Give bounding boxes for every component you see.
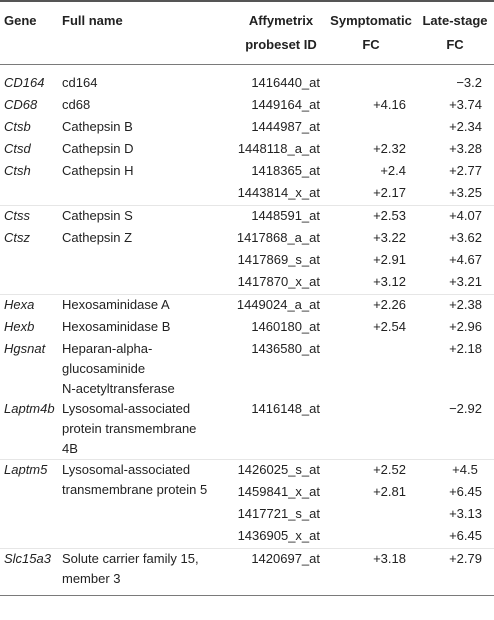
full-name-cell bbox=[58, 183, 224, 206]
table-row bbox=[0, 460, 494, 483]
late-stage-fc-cell: +3.74 bbox=[449, 97, 482, 112]
full-name-cell bbox=[58, 504, 224, 526]
late-stage-fc-cell: −3.2 bbox=[456, 75, 482, 90]
gene-cell: Laptm5 bbox=[0, 460, 58, 483]
full-name-cell bbox=[58, 272, 224, 295]
header-late-stage-fc bbox=[414, 1, 494, 65]
full-name-cell: Cathepsin S bbox=[58, 206, 224, 229]
gene-cell: Hgsnat bbox=[4, 341, 46, 356]
probeset-cell: 1417870_x_at bbox=[237, 274, 320, 289]
full-name-cell: Cathepsin D bbox=[62, 141, 134, 156]
probeset-cell: 1418365_at bbox=[251, 163, 320, 178]
probeset-cell: 1416148_at bbox=[251, 401, 320, 416]
full-name-line: Lysosomal-associated bbox=[62, 462, 191, 477]
full-name-cell: cd164 bbox=[62, 75, 98, 90]
table-row bbox=[0, 526, 494, 549]
header-gene bbox=[0, 1, 58, 65]
late-stage-fc-cell: −2.92 bbox=[449, 401, 482, 416]
gene-cell bbox=[0, 504, 58, 526]
table-row bbox=[0, 95, 494, 117]
gene-cell bbox=[0, 183, 58, 206]
gene-cell: Ctsh bbox=[4, 163, 31, 178]
probeset-cell: 1426025_s_at bbox=[224, 460, 326, 483]
table-row bbox=[0, 339, 494, 399]
probeset-cell: 1449164_at bbox=[251, 97, 320, 112]
full-name-line: Solute carrier family 15, bbox=[62, 551, 199, 566]
symptomatic-fc-cell bbox=[326, 117, 414, 139]
symptomatic-fc-cell: +3.12 bbox=[373, 274, 406, 289]
probeset-cell: 1436580_at bbox=[251, 341, 320, 356]
gene-cell bbox=[0, 482, 58, 504]
table-row bbox=[0, 65, 494, 96]
symptomatic-fc-cell: +2.52 bbox=[326, 460, 414, 483]
full-name-cell: Hexosaminidase B bbox=[62, 319, 171, 334]
probeset-cell: 1459841_x_at bbox=[237, 484, 320, 499]
symptomatic-fc-cell: +2.81 bbox=[373, 484, 406, 499]
full-name-cell bbox=[58, 460, 224, 505]
symptomatic-fc-cell: +4.16 bbox=[373, 97, 406, 112]
probeset-cell: 1436905_x_at bbox=[237, 528, 320, 543]
header-probeset-line1: Affymetrix bbox=[248, 13, 314, 28]
header-symptomatic-line2: FC bbox=[362, 37, 380, 52]
late-stage-fc-cell: +4.67 bbox=[449, 252, 482, 267]
probeset-cell: 1417721_s_at bbox=[237, 506, 320, 521]
late-stage-fc-cell: +2.18 bbox=[449, 341, 482, 356]
header-symptomatic-fc bbox=[326, 1, 414, 65]
symptomatic-fc-cell bbox=[326, 65, 414, 96]
late-stage-fc-cell: +3.13 bbox=[449, 506, 482, 521]
probeset-cell: 1416440_at bbox=[251, 75, 320, 90]
gene-cell: CD68 bbox=[4, 97, 38, 112]
header-late-line1: Late-stage bbox=[422, 13, 488, 28]
table-body bbox=[0, 65, 494, 596]
header-full-name-label: Full name bbox=[62, 13, 123, 28]
late-stage-fc-cell: +3.25 bbox=[449, 185, 482, 200]
late-stage-fc-cell: +2.79 bbox=[414, 549, 494, 596]
late-stage-fc-cell: +4.5 bbox=[414, 460, 494, 483]
late-stage-fc-cell: +3.21 bbox=[449, 274, 482, 289]
gene-cell: Hexb bbox=[4, 319, 35, 334]
probeset-cell: 1448591_at bbox=[224, 206, 326, 229]
header-full-name bbox=[58, 1, 224, 65]
table-row bbox=[0, 206, 494, 229]
symptomatic-fc-cell: +2.32 bbox=[373, 141, 406, 156]
late-stage-fc-cell: +2.96 bbox=[449, 319, 482, 334]
gene-cell: Hexa bbox=[0, 295, 58, 318]
header-probeset bbox=[224, 1, 326, 65]
full-name-line: protein transmembrane bbox=[62, 421, 197, 436]
symptomatic-fc-cell: +2.54 bbox=[373, 319, 406, 334]
gene-cell: Ctsz bbox=[4, 230, 30, 245]
table-row bbox=[0, 117, 494, 139]
late-stage-fc-cell: +4.07 bbox=[414, 206, 494, 229]
table-header bbox=[0, 1, 494, 65]
symptomatic-fc-cell: +3.22 bbox=[373, 230, 406, 245]
symptomatic-fc-cell: +3.18 bbox=[326, 549, 414, 596]
gene-cell bbox=[0, 526, 58, 549]
symptomatic-fc-cell bbox=[326, 399, 414, 460]
late-stage-fc-cell: +2.38 bbox=[414, 295, 494, 318]
table-row bbox=[0, 272, 494, 295]
gene-cell: CD164 bbox=[4, 75, 45, 90]
full-name-cell: Cathepsin B bbox=[62, 119, 133, 134]
probeset-cell: 1417869_s_at bbox=[237, 252, 320, 267]
full-name-cell bbox=[58, 339, 224, 399]
gene-cell: Ctsd bbox=[4, 141, 31, 156]
gene-cell bbox=[0, 272, 58, 295]
table-row bbox=[0, 549, 494, 596]
full-name-line: 4B bbox=[62, 441, 78, 456]
table-row bbox=[0, 161, 494, 183]
full-name-line: transmembrane protein 5 bbox=[62, 482, 208, 497]
probeset-cell: 1417868_a_at bbox=[236, 230, 320, 245]
table-row bbox=[0, 399, 494, 460]
full-name-cell bbox=[58, 399, 224, 460]
header-late-line2: FC bbox=[446, 37, 464, 52]
gene-cell: Slc15a3 bbox=[0, 549, 58, 596]
gene-cell: Ctss bbox=[0, 206, 58, 229]
full-name-line: glucosaminide bbox=[62, 361, 146, 376]
probeset-cell: 1420697_at bbox=[224, 549, 326, 596]
full-name-line: Heparan-alpha- bbox=[62, 341, 153, 356]
symptomatic-fc-cell: +2.17 bbox=[373, 185, 406, 200]
symptomatic-fc-cell bbox=[326, 526, 414, 549]
header-symptomatic-line1: Symptomatic bbox=[330, 13, 412, 28]
probeset-cell: 1449024_a_at bbox=[224, 295, 326, 318]
table-row bbox=[0, 317, 494, 339]
symptomatic-fc-cell: +2.26 bbox=[326, 295, 414, 318]
header-row bbox=[0, 1, 494, 65]
full-name-cell: Cathepsin H bbox=[62, 163, 134, 178]
table-row bbox=[0, 183, 494, 206]
late-stage-fc-cell: +3.62 bbox=[449, 230, 482, 245]
probeset-cell: 1443814_x_at bbox=[237, 185, 320, 200]
table-row bbox=[0, 250, 494, 272]
full-name-cell: cd68 bbox=[62, 97, 91, 112]
full-name-cell: Cathepsin Z bbox=[62, 230, 133, 245]
gene-cell: Ctsb bbox=[4, 119, 31, 134]
late-stage-fc-cell: +2.77 bbox=[449, 163, 482, 178]
table-row bbox=[0, 139, 494, 161]
probeset-cell: 1460180_at bbox=[251, 319, 320, 334]
late-stage-fc-cell: +6.45 bbox=[449, 528, 482, 543]
full-name-cell: Hexosaminidase A bbox=[58, 295, 224, 318]
full-name-line: Lysosomal-associated bbox=[62, 401, 191, 416]
probeset-cell: 1444987_at bbox=[251, 119, 320, 134]
full-name-cell bbox=[58, 549, 224, 596]
full-name-cell bbox=[58, 250, 224, 272]
table-row bbox=[0, 228, 494, 250]
late-stage-fc-cell: +3.28 bbox=[449, 141, 482, 156]
header-gene-label: Gene bbox=[4, 13, 37, 28]
symptomatic-fc-cell: +2.91 bbox=[373, 252, 406, 267]
header-probeset-line2: probeset ID bbox=[245, 37, 317, 52]
table-row bbox=[0, 295, 494, 318]
gene-cell bbox=[0, 250, 58, 272]
full-name-line: N-acetyltransferase bbox=[62, 381, 175, 396]
probeset-cell: 1448118_a_at bbox=[237, 141, 320, 156]
gene-cell: Laptm4b bbox=[4, 401, 55, 416]
late-stage-fc-cell: +6.45 bbox=[449, 484, 482, 499]
late-stage-fc-cell: +2.34 bbox=[449, 119, 482, 134]
symptomatic-fc-cell bbox=[326, 339, 414, 399]
symptomatic-fc-cell: +2.4 bbox=[380, 163, 406, 178]
full-name-line: member 3 bbox=[62, 571, 121, 586]
symptomatic-fc-cell bbox=[326, 504, 414, 526]
symptomatic-fc-cell: +2.53 bbox=[326, 206, 414, 229]
table-row bbox=[0, 504, 494, 526]
full-name-cell bbox=[58, 526, 224, 549]
